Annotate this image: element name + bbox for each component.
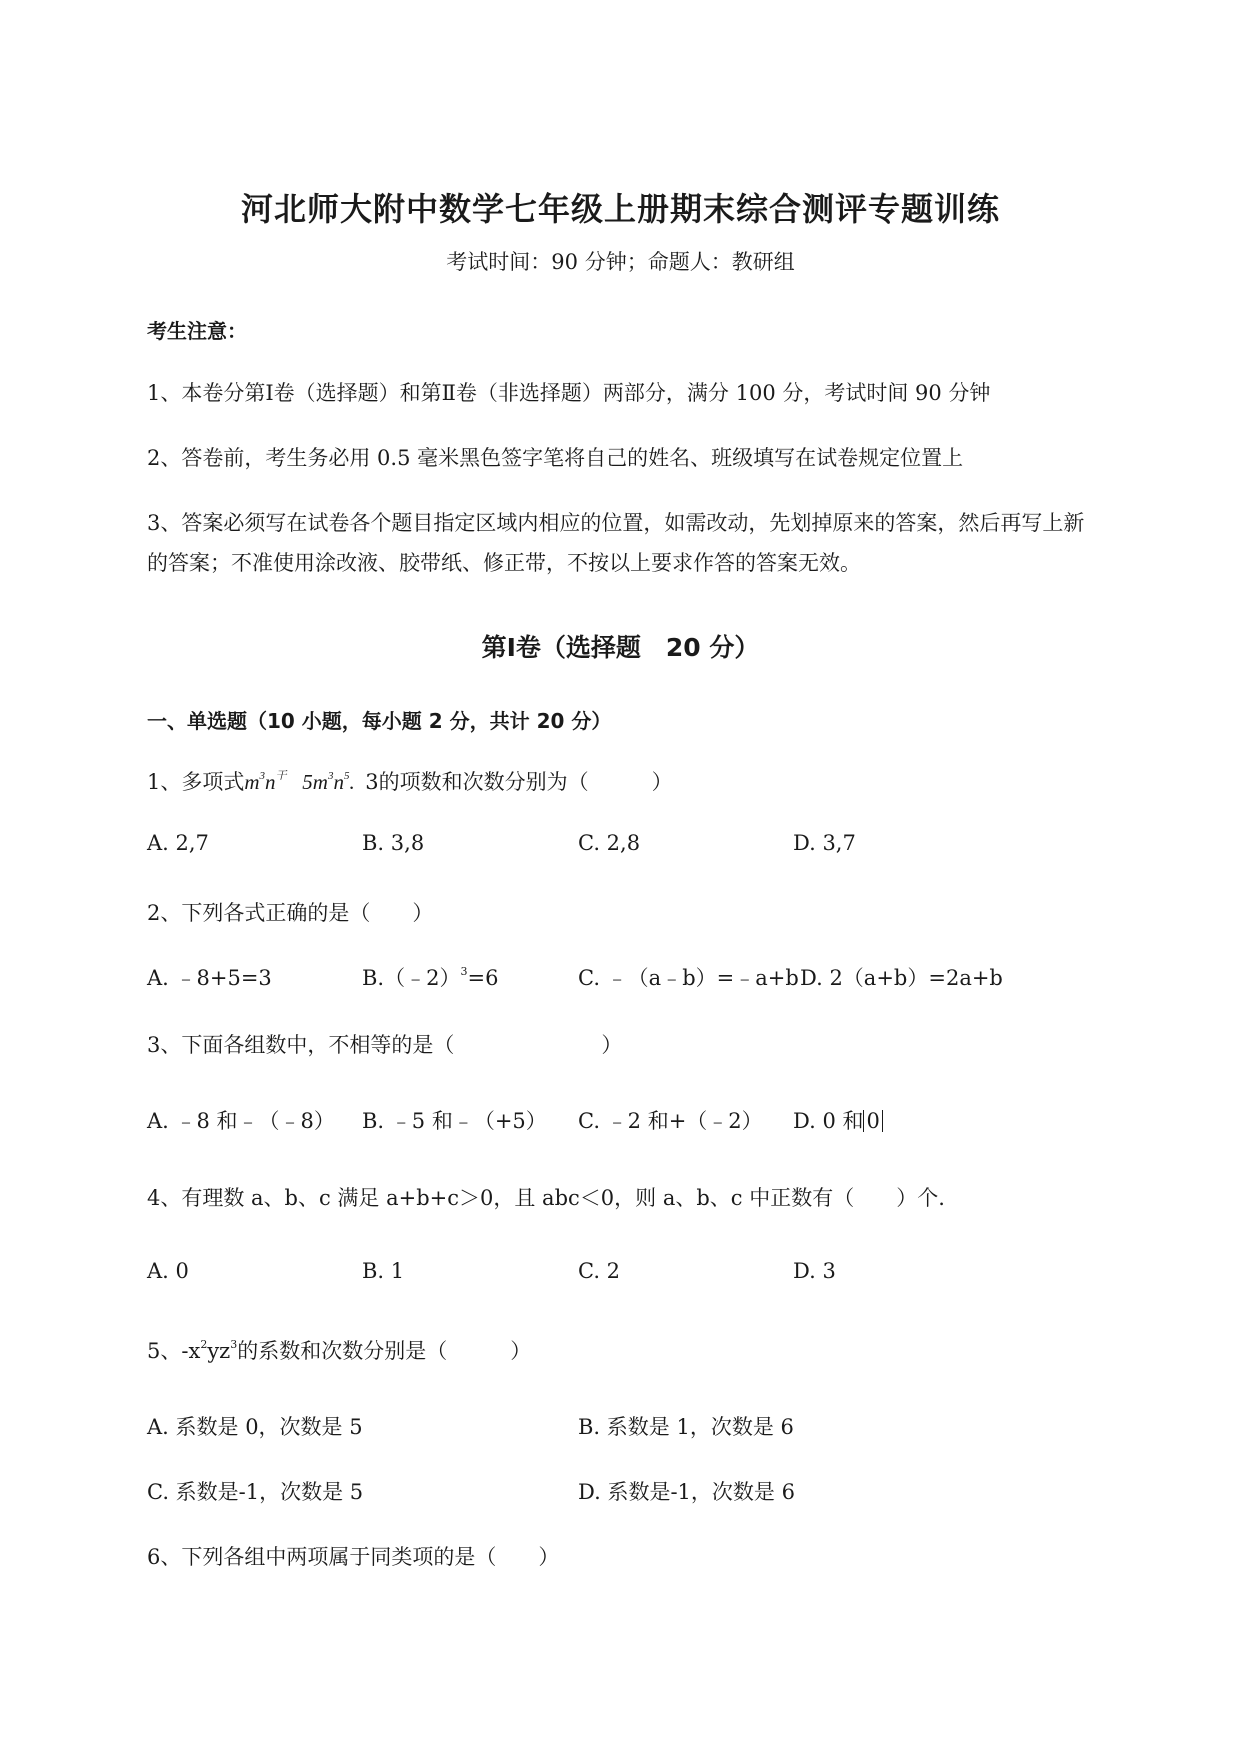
question-1-prefix: 1、多项式 (147, 770, 245, 794)
part-heading: 一、单选题（10 小题，每小题 2 分，共计 20 分） (147, 709, 612, 733)
question-5-stem (147, 1335, 531, 1365)
question-2-option-b-exponent: 3 (460, 965, 468, 978)
question-2-option-c: C. ﹣（a﹣b）=﹣a+b (578, 966, 799, 990)
question-3-option-c: C. ﹣2 和+（﹣2） (578, 1109, 763, 1133)
question-4-stem: 4、有理数 a、b、c 满足 a+b+c＞0，且 abc＜0，则 a、b、c 中正数有（ ）个. (147, 1186, 945, 1210)
notice-item-3-line-1: 3、答案必须写在试卷各个题目指定区域内相应的位置，如需改动，先划掉原来的答案，然后再写上新 (147, 511, 1085, 535)
question-3-stem: 3、下面各组数中，不相等的是（ ） (147, 1033, 623, 1057)
question-5-option-c: C. 系数是-1，次数是 5 (147, 1480, 364, 1504)
question-5-exponent-1: 2 (200, 1338, 208, 1351)
question-2-option-b (362, 962, 498, 992)
question-2-option-b-suffix: =6 (467, 966, 499, 990)
question-5-option-d: D. 系数是-1，次数是 6 (578, 1480, 795, 1504)
question-1-suffix: 3的项数和次数分别为（ ） (365, 770, 673, 794)
question-2-option-a: A. ﹣8+5=3 (147, 966, 272, 990)
question-3-option-d (793, 1105, 883, 1135)
question-1-option-a: A. 2,7 (147, 831, 209, 855)
question-1-option-d: D. 3,7 (793, 831, 856, 855)
question-4-option-b: B. 1 (362, 1259, 405, 1283)
exam-title: 河北师大附中数学七年级上册期末综合测评专题训练 (240, 190, 1000, 228)
question-1-polynomial: $m^3n^干$ $5m^3n^5$. (244, 770, 366, 794)
question-5-option-b: B. 系数是 1，次数是 6 (578, 1415, 794, 1439)
question-4-option-c: C. 2 (578, 1259, 621, 1283)
question-6-stem: 6、下列各组中两项属于同类项的是（ ） (147, 1545, 560, 1569)
notice-item-2: 2、答卷前，考生务必用 0.5 毫米黑色签字笔将自己的姓名、班级填写在试卷规定位置上 (147, 446, 964, 470)
question-3-option-b: B. ﹣5 和﹣（+5） (362, 1109, 547, 1133)
question-2-stem: 2、下列各式正确的是（ ） (147, 901, 434, 925)
notice-item-1: 1、本卷分第Ⅰ卷（选择题）和第Ⅱ卷（非选择题）两部分，满分 100 分，考试时间 90 分钟 (147, 381, 991, 405)
question-5-option-a: A. 系数是 0，次数是 5 (147, 1415, 363, 1439)
question-5-stem-suffix: 的系数和次数分别是（ ） (237, 1339, 532, 1363)
question-1 (147, 766, 673, 796)
question-2-option-d: D. 2（a+b）=2a+b (800, 966, 1003, 990)
notice-item-3-line-2: 的答案；不准使用涂改液、胶带纸、修正带，不按以上要求作答的答案无效。 (147, 551, 861, 575)
question-1-option-c: C. 2,8 (578, 831, 641, 855)
question-2-option-b-prefix: B.（﹣2） (362, 966, 461, 990)
notice-heading: 考生注意： (147, 319, 247, 343)
question-1-option-b: B. 3,8 (362, 831, 425, 855)
question-3-option-d-prefix: D. 0 和 (793, 1109, 864, 1133)
question-3-option-a: A. ﹣8 和﹣（﹣8） (147, 1109, 335, 1133)
absolute-value-zero: 0 (863, 1110, 882, 1132)
question-5-exponent-2: 3 (230, 1338, 238, 1351)
question-4-option-d: D. 3 (793, 1259, 836, 1283)
section-title: 第Ⅰ卷（选择题 20 分） (481, 633, 760, 662)
question-5-stem-prefix: 5、-x (147, 1339, 201, 1363)
exam-subtitle: 考试时间：90 分钟；命题人：教研组 (446, 250, 795, 274)
question-4-option-a: A. 0 (147, 1259, 189, 1283)
question-5-stem-mid: yz (207, 1339, 231, 1363)
